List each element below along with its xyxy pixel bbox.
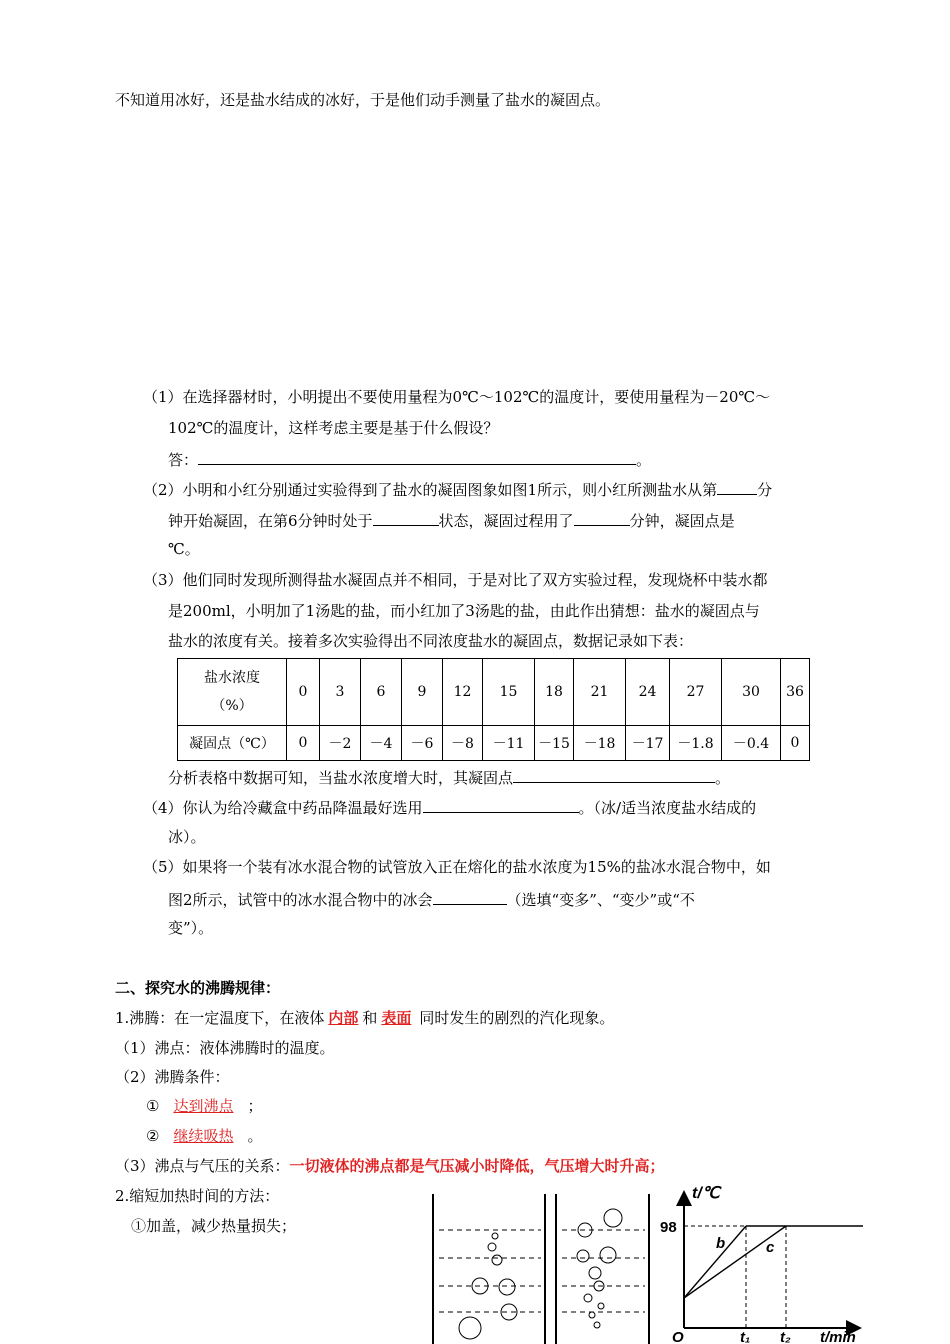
q1-answer-blank[interactable] xyxy=(198,448,636,465)
q2-line2 xyxy=(168,509,735,531)
q5-line2-end: （选填“变多”、“变少”或“不 xyxy=(506,891,695,909)
q2-line1 xyxy=(143,478,772,500)
table-cell: 3 xyxy=(320,659,361,726)
section2-pressure-relation xyxy=(115,1156,665,1176)
table-cell: －0.4 xyxy=(722,726,781,761)
table-cell: 24 xyxy=(626,659,670,726)
boiling-fill-surface: 表面 xyxy=(381,1009,412,1027)
table-cell: 27 xyxy=(670,659,722,726)
table-cell: －8 xyxy=(443,726,483,761)
q2-blank-start-minute[interactable] xyxy=(717,478,757,495)
condition-1-end: ； xyxy=(247,1097,263,1115)
q2-line1-end: 分 xyxy=(757,481,773,499)
table-cell: 9 xyxy=(402,659,443,726)
beaker-figures xyxy=(425,1190,655,1344)
boiling-definition-text-b: 和 xyxy=(362,1009,378,1027)
table-header-concentration-a: 盐水浓度 xyxy=(204,670,260,686)
table-row-freezing-point xyxy=(178,726,810,761)
q2-line2-text-b: 状态，凝固过程用了 xyxy=(438,512,574,530)
q4-line1 xyxy=(143,796,756,818)
boiling-definition-text-c: 同时发生的剧烈的汽化现象。 xyxy=(419,1009,615,1027)
q5-line3: 变”）。 xyxy=(168,919,214,937)
boiling-fill-inside: 内部 xyxy=(328,1009,359,1027)
table-cell: 36 xyxy=(781,659,810,726)
q3-line3: 盐水的浓度有关。接着多次实验得出不同浓度盐水的凝固点，数据记录如下表： xyxy=(168,632,694,650)
curve-b-label: b xyxy=(716,1235,726,1252)
q4-blank-choice[interactable] xyxy=(423,796,579,813)
freezing-point-table xyxy=(177,658,810,761)
q2-blank-duration[interactable] xyxy=(574,509,630,526)
beaker-left xyxy=(433,1194,545,1344)
origin-label: O xyxy=(672,1329,684,1344)
q4-line1-text: （4）你认为给冷藏盒中药品降温最好选用 xyxy=(143,799,423,817)
condition-1-number: ① xyxy=(146,1097,160,1115)
pressure-relation-rule: 一切液体的沸点都是气压减小时降低，气压增大时升高； xyxy=(289,1157,665,1175)
temperature-time-graph xyxy=(658,1180,870,1344)
table-cell: －2 xyxy=(320,726,361,761)
table-header-concentration-b: （%） xyxy=(211,698,253,714)
condition-2 xyxy=(146,1126,262,1146)
curve-c-label: c xyxy=(766,1239,775,1256)
intro-text: 不知道用冰好，还是盐水结成的冰好，于是他们动手测量了盐水的凝固点。 xyxy=(115,91,611,109)
q2-line1-text: （2）小明和小红分别通过实验得到了盐水的凝固图象如图1所示，则小红所测盐水从第 xyxy=(143,481,718,499)
q3-line1: （3）他们同时发现所测得盐水凝固点并不相同，于是对比了双方实验过程，发现烧杯中装水都 xyxy=(143,571,768,589)
q1-line1: （1）在选择器材时，小明提出不要使用量程为0℃～102℃的温度计，要使用量程为－20℃～ xyxy=(143,388,771,406)
table-cell: 15 xyxy=(483,659,535,726)
table-cell: －18 xyxy=(574,726,626,761)
table-header-freezing-point: 凝固点（℃） xyxy=(178,726,287,761)
beaker-right xyxy=(556,1194,649,1344)
section2-boiling-conditions: （2）沸腾条件： xyxy=(115,1068,230,1086)
y-axis-label: t/℃ xyxy=(692,1185,720,1202)
boiling-definition-text-a: 1.沸腾：在一定温度下，在液体 xyxy=(115,1009,325,1027)
table-row-concentration xyxy=(178,659,810,726)
section2-boiling-point: （1）沸点：液体沸腾时的温度。 xyxy=(115,1039,335,1057)
table-cell: 12 xyxy=(443,659,483,726)
condition-2-number: ② xyxy=(146,1127,160,1145)
q1-answer-end: 。 xyxy=(636,451,652,469)
table-header-concentration xyxy=(178,659,287,726)
y-tick-98: 98 xyxy=(660,1219,677,1236)
section2-shorten-heating: 2.缩短加热时间的方法： xyxy=(115,1187,280,1205)
q1-answer-line xyxy=(168,448,651,470)
table-cell: －6 xyxy=(402,726,443,761)
curve-c xyxy=(684,1226,786,1298)
table-cell: －11 xyxy=(483,726,535,761)
table-cell: 18 xyxy=(535,659,574,726)
condition-2-fill: 继续吸热 xyxy=(173,1127,234,1145)
table-cell: －1.8 xyxy=(670,726,722,761)
table-cell: 0 xyxy=(287,659,320,726)
q4-line1-end: 。（冰/适当浓度盐水结成的 xyxy=(578,799,757,817)
q3-after-table xyxy=(168,766,730,788)
q1-line2: 102℃的温度计，这样考虑主要是基于什么假设？ xyxy=(168,419,499,437)
table-cell: 21 xyxy=(574,659,626,726)
pressure-relation-label: （3）沸点与气压的关系： xyxy=(115,1157,290,1175)
table-cell: 6 xyxy=(361,659,402,726)
x-axis-label: t/min xyxy=(820,1329,856,1344)
table-cell: －17 xyxy=(626,726,670,761)
section2-title: 二、探究水的沸腾规律： xyxy=(115,979,281,997)
q4-line2: 冰）。 xyxy=(168,828,206,846)
q5-line1: （5）如果将一个装有冰水混合物的试管放入正在熔化的盐水浓度为15%的盐冰水混合物中，如 xyxy=(143,858,771,876)
q1-answer-label: 答： xyxy=(168,451,199,469)
curve-b xyxy=(684,1226,746,1298)
condition-1-fill: 达到沸点 xyxy=(173,1097,234,1115)
t1-label: t₁ xyxy=(740,1329,751,1344)
q5-line2-text: 图2所示，试管中的冰水混合物中的冰会 xyxy=(168,891,433,909)
condition-1 xyxy=(146,1096,262,1116)
q3-blank-trend[interactable] xyxy=(513,766,715,783)
q3-after-end: 。 xyxy=(715,769,731,787)
table-cell: －15 xyxy=(535,726,574,761)
condition-2-end: 。 xyxy=(247,1127,263,1145)
table-cell: 0 xyxy=(781,726,810,761)
q2-blank-state[interactable] xyxy=(373,509,439,526)
table-cell: 30 xyxy=(722,659,781,726)
table-cell: －4 xyxy=(361,726,402,761)
table-cell: 0 xyxy=(287,726,320,761)
q5-blank-ice[interactable] xyxy=(433,888,507,905)
q5-line2 xyxy=(168,888,695,910)
section2-p1 xyxy=(115,1008,614,1028)
q3-after-text: 分析表格中数据可知，当盐水浓度增大时，其凝固点 xyxy=(168,769,514,787)
t2-label: t₂ xyxy=(780,1329,791,1344)
q2-line3: ℃。 xyxy=(168,540,200,558)
q2-line2-text-c: 分钟，凝固点是 xyxy=(629,512,735,530)
q2-line2-text-a: 钟开始凝固，在第6分钟时处于 xyxy=(168,512,373,530)
section2-method-1: ①加盖，减少热量损失； xyxy=(131,1217,297,1235)
q3-line2: 是200ml，小明加了1汤匙的盐，而小红加了3汤匙的盐，由此作出猜想：盐水的凝固点与 xyxy=(168,602,760,620)
